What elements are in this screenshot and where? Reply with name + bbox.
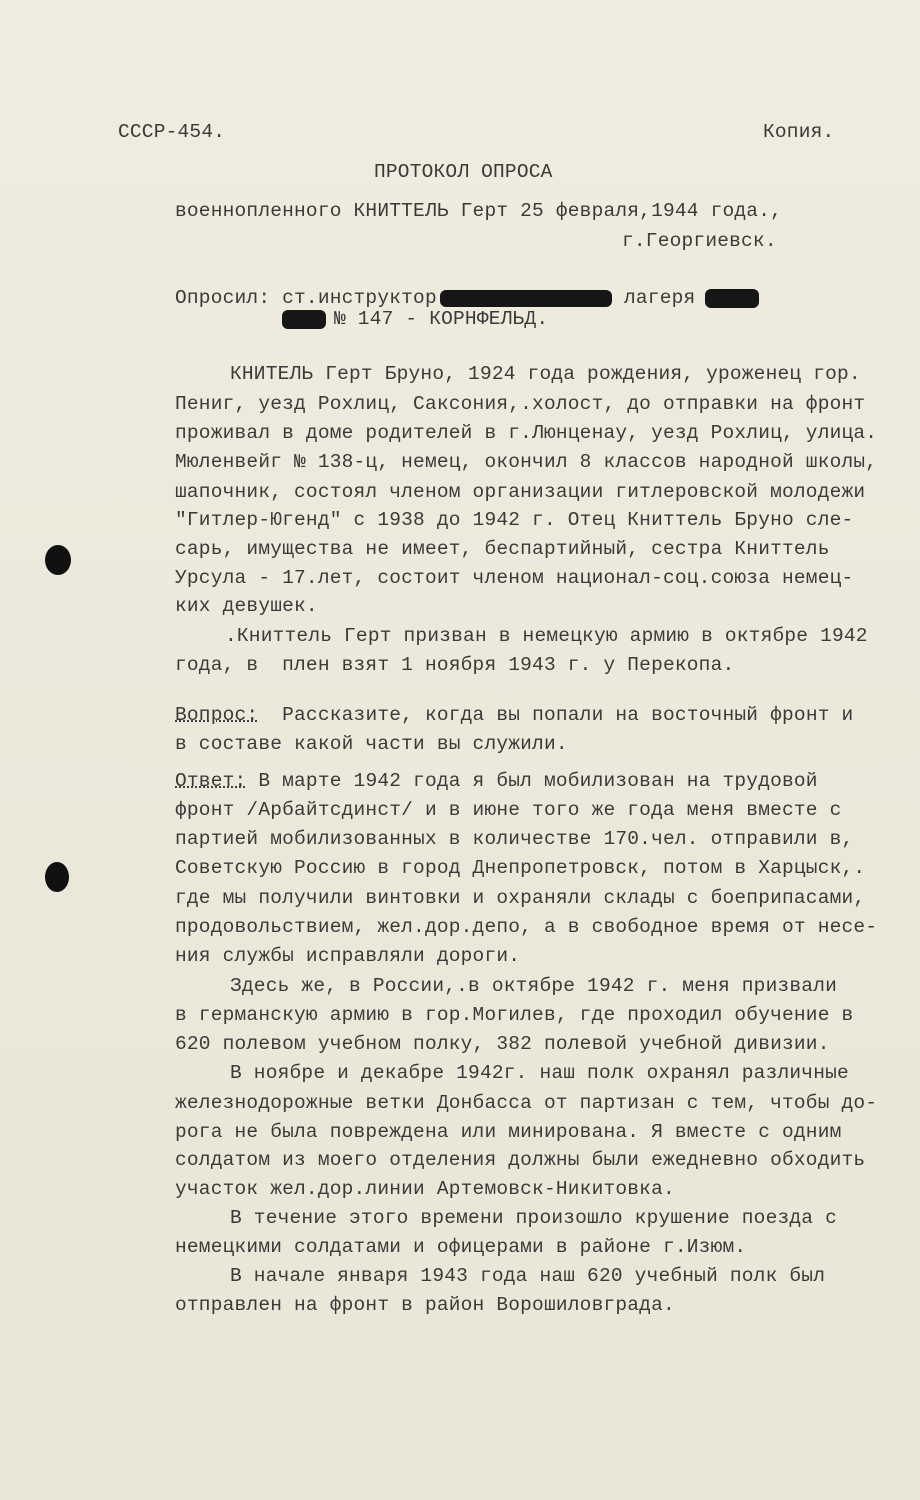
document-line xyxy=(175,798,842,822)
line-text: .Книттель Герт призван в немецкую армию в октябре 1942 xyxy=(225,625,868,647)
copy-mark: Копия. xyxy=(763,121,835,143)
line-text: Урсула - 17.лет, состоит членом национал-соц.союза немец- xyxy=(175,567,854,589)
line-text: В ноябре и декабре 1942г. наш полк охранял различные xyxy=(230,1062,849,1084)
line-text: Мюленвейг № 138-ц, немец, окончил 8 классов народной школы, xyxy=(175,451,878,473)
document-line xyxy=(230,1061,849,1085)
document-line xyxy=(175,1148,865,1172)
document-line xyxy=(175,594,318,618)
redaction xyxy=(282,310,326,329)
line-text: проживал в доме родителей в г.Люнценау, уезд Рохлиц, улица. xyxy=(175,422,878,444)
document-line xyxy=(175,915,877,939)
document-line xyxy=(175,450,877,474)
line-text: продовольствием, жел.дор.депо, а в свободное время от несе- xyxy=(175,916,878,938)
document-line xyxy=(175,392,865,416)
line-text: В течение этого времени произошло крушение поезда с xyxy=(230,1207,837,1229)
line-text: "Гитлер-Югенд" с 1938 до 1942 г. Отец Книттель Бруно сле- xyxy=(175,509,854,531)
section-label: Ответ: xyxy=(175,770,247,792)
document-line xyxy=(175,1032,830,1056)
line-text: года, в плен взят 1 ноября 1943 г. у Перекопа. xyxy=(175,654,735,676)
redaction xyxy=(440,290,612,307)
document-line xyxy=(175,421,877,445)
document-line xyxy=(175,566,853,590)
document-subtitle: военнопленного КНИТТЕЛЬ Герт 25 февраля,1944 года., xyxy=(175,200,782,222)
document-line xyxy=(175,886,865,910)
section-label: Вопрос: xyxy=(175,704,259,726)
document-line xyxy=(230,1206,837,1230)
document-line xyxy=(230,1264,825,1288)
document-line xyxy=(175,537,830,561)
line-text: 620 полевом учебном полку, 382 полевой учебной дивизии. xyxy=(175,1033,830,1055)
line-text: В марте 1942 года я был мобилизован на трудовой xyxy=(246,770,818,792)
document-number: СССР-454. xyxy=(118,121,226,143)
line-text: железнодорожные ветки Донбасса от партизан с тем, чтобы до- xyxy=(175,1092,878,1114)
line-text: Пениг, уезд Рохлиц, Саксония,.холост, до отправки на фронт xyxy=(175,393,866,415)
line-text: КНИТЕЛЬ Герт Бруно, 1924 года рождения, уроженец гор. xyxy=(230,363,861,385)
document-line xyxy=(175,508,853,532)
document-line xyxy=(230,974,837,998)
document-line xyxy=(175,703,853,727)
document-line xyxy=(175,944,520,968)
document-line xyxy=(175,1293,675,1317)
redaction xyxy=(705,289,759,308)
line-text: участок жел.дор.линии Артемовск-Никитовка. xyxy=(175,1178,675,1200)
line-text: рога не была повреждена или минирована. Я вместе с одним xyxy=(175,1121,842,1143)
line-text: солдатом из моего отделения должны были ежедневно обходить xyxy=(175,1149,866,1171)
interrogator-label: Опросил: ст.инструктор xyxy=(175,287,437,309)
line-text: в германскую армию в гор.Могилев, где проходил обучение в xyxy=(175,1004,854,1026)
line-text: немецкими солдатами и офицерами в районе г.Изюм. xyxy=(175,1236,747,1258)
document-line xyxy=(175,1003,853,1027)
document-line xyxy=(175,1235,746,1259)
document-line xyxy=(175,1091,877,1115)
place: г.Георгиевск. xyxy=(622,230,777,252)
line-text: сарь, имущества не имеет, беспартийный, сестра Книттель xyxy=(175,538,830,560)
document-line xyxy=(175,1177,675,1201)
document-line xyxy=(175,1120,842,1144)
line-text: ких девушек. xyxy=(175,595,318,617)
line-text: в составе какой части вы служили. xyxy=(175,733,568,755)
document-line xyxy=(225,624,868,648)
document-line xyxy=(230,362,861,386)
line-text: шапочник, состоял членом организации гитлеровской молодежи xyxy=(175,481,866,503)
line-text: фронт /Арбайтсдинст/ и в июне того же года меня вместе с xyxy=(175,799,842,821)
line-text: отправлен на фронт в район Ворошиловграда. xyxy=(175,1294,675,1316)
document-line xyxy=(175,480,865,504)
document-line xyxy=(175,769,818,793)
line-text: партией мобилизованных в количестве 170.чел. отправили в, xyxy=(175,828,854,850)
document-line xyxy=(175,827,853,851)
interrogator-name: № 147 - КОРНФЕЛЬД. xyxy=(334,308,549,330)
camp-label: лагеря xyxy=(624,287,696,309)
line-text: где мы получили винтовки и охраняли склады с боеприпасами, xyxy=(175,887,866,909)
line-text: Советскую Россию в город Днепропетровск, потом в Харцыск,. xyxy=(175,857,866,879)
line-text: Здесь же, в России,.в октябре 1942 г. меня призвали xyxy=(230,975,837,997)
punch-hole xyxy=(45,545,71,575)
document-line xyxy=(175,856,865,880)
line-text: Рассказите, когда вы попали на восточный фронт и xyxy=(258,704,854,726)
document-line xyxy=(175,732,568,756)
punch-hole xyxy=(45,862,69,892)
line-text: ния службы исправляли дороги. xyxy=(175,945,521,967)
document-title: ПРОТОКОЛ ОПРОСА xyxy=(374,161,553,183)
line-text: В начале января 1943 года наш 620 учебный полк был xyxy=(230,1265,826,1287)
document-line xyxy=(175,653,734,677)
